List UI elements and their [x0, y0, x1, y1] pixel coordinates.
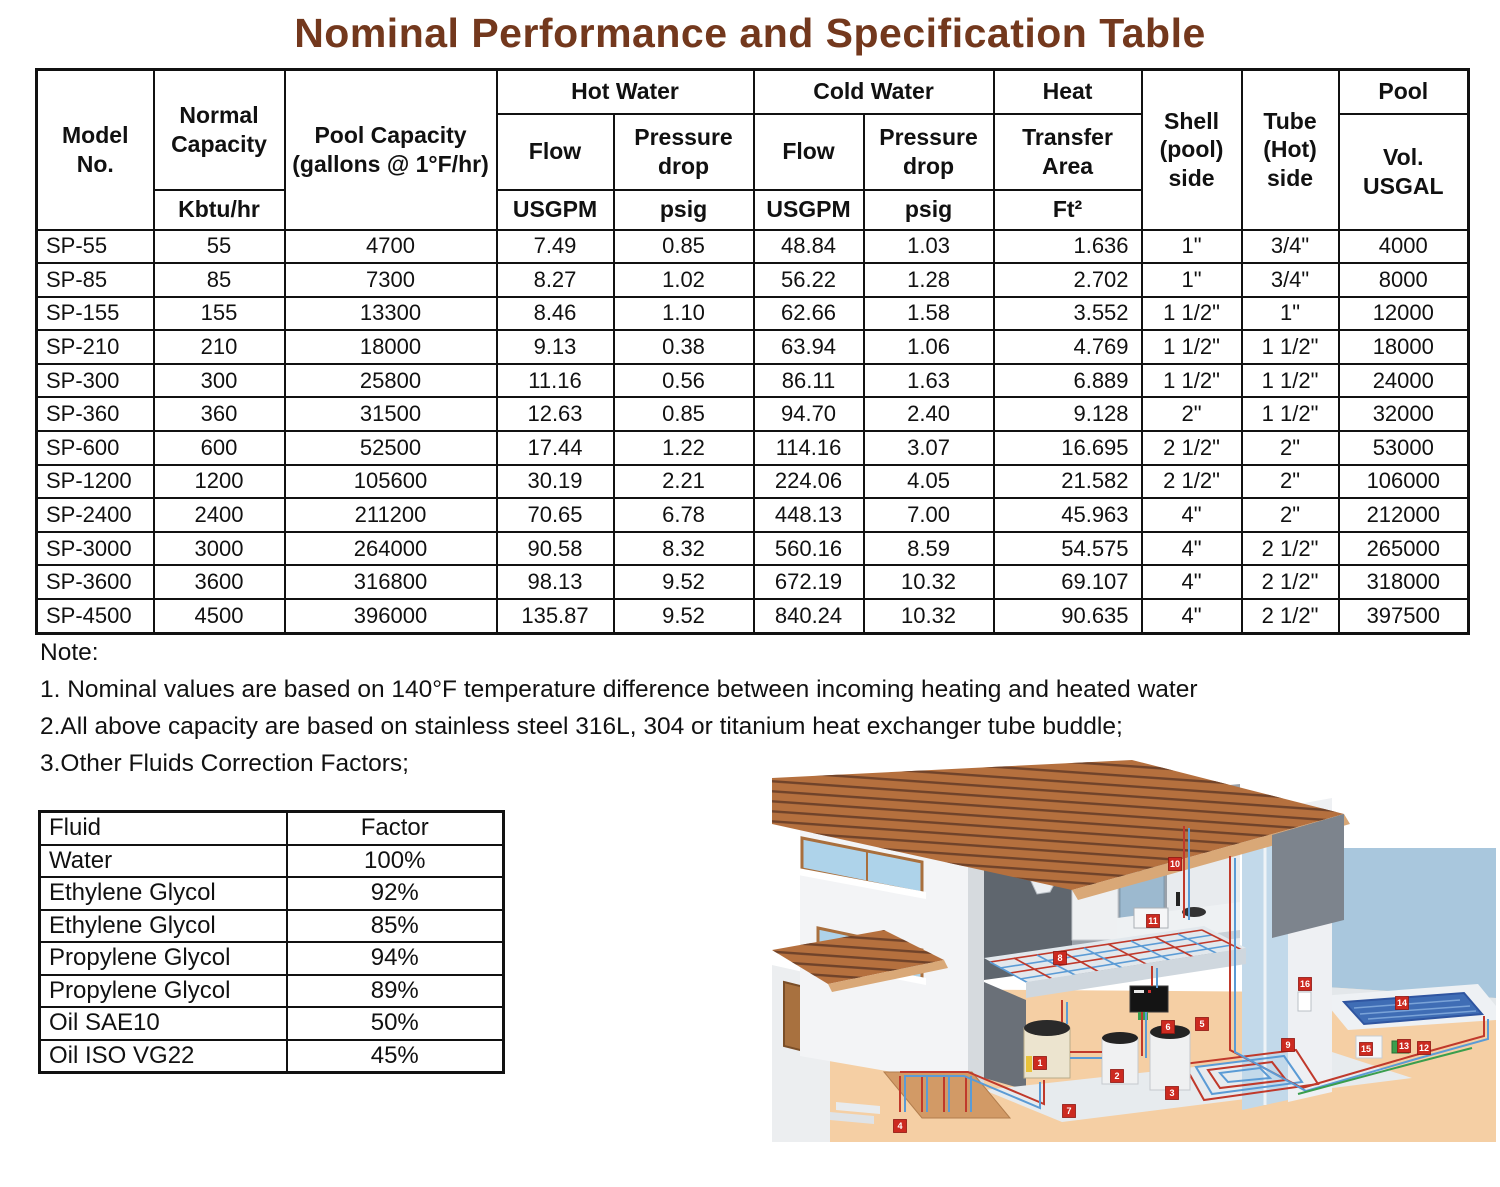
spec-table-cell: 211200 [285, 498, 497, 532]
spec-table-cell: 30.19 [497, 465, 614, 499]
spec-table-cell: 396000 [285, 599, 497, 633]
spec-table-cell: 62.66 [754, 297, 864, 331]
factor-value-cell: 100% [287, 845, 504, 878]
col-header-hot-flow: Flow [497, 114, 614, 190]
component-marker-11 [1147, 915, 1160, 928]
wall-dispenser [1298, 992, 1311, 1011]
svg-text:4: 4 [897, 1121, 903, 1132]
fluid-table-row [40, 1007, 504, 1040]
spec-table-cell: 1" [1242, 297, 1339, 331]
spec-table-cell: 360 [154, 397, 285, 431]
col-header-shell-side: Shell (pool) side [1142, 70, 1242, 230]
spec-table-row [37, 532, 1469, 566]
spec-table-cell: 224.06 [754, 465, 864, 499]
spec-table-cell: 7.00 [864, 498, 994, 532]
spec-table-cell: 11.16 [497, 364, 614, 398]
spec-table-cell: 600 [154, 431, 285, 465]
factor-value-cell: 85% [287, 910, 504, 943]
spec-table-cell: 1.10 [614, 297, 754, 331]
spec-table-cell: 6.889 [994, 364, 1142, 398]
spec-table-cell: 2 1/2" [1242, 565, 1339, 599]
fluid-header-row [40, 812, 504, 845]
spec-table-cell: 90.635 [994, 599, 1142, 633]
fluid-table-row [40, 845, 504, 878]
header-row-1 [37, 70, 1469, 114]
component-marker-8 [1054, 952, 1067, 965]
fluid-name-cell: Propylene Glycol [40, 975, 287, 1008]
factor-value-cell: 89% [287, 975, 504, 1008]
spec-table-cell: SP-85 [37, 263, 154, 297]
faucet [1176, 892, 1180, 906]
spec-table-row [37, 397, 1469, 431]
col-header-hot-pressure-drop: Pressure drop [614, 114, 754, 190]
spec-table-cell: 1 1/2" [1242, 397, 1339, 431]
spec-table-cell: 6.78 [614, 498, 754, 532]
spec-table-cell: 2 1/2" [1242, 532, 1339, 566]
spec-table-cell: 1 1/2" [1142, 297, 1242, 331]
spec-table-cell: 1 1/2" [1142, 364, 1242, 398]
component-marker-4 [894, 1120, 907, 1133]
spec-table-cell: 264000 [285, 532, 497, 566]
spec-table-cell: 2400 [154, 498, 285, 532]
spec-table-cell: 63.94 [754, 330, 864, 364]
spec-table-cell: 16.695 [994, 431, 1142, 465]
spec-table-cell: 56.22 [754, 263, 864, 297]
group-header-cold-water: Cold Water [754, 70, 994, 114]
svg-text:16: 16 [1299, 979, 1311, 990]
fluid-table-row [40, 1040, 504, 1073]
spec-table-cell: 300 [154, 364, 285, 398]
spec-table-cell: 2.40 [864, 397, 994, 431]
col-header-normal-capacity: Normal Capacity [154, 70, 285, 190]
spec-table-cell: 25800 [285, 364, 497, 398]
svg-text:6: 6 [1165, 1022, 1171, 1033]
spec-table-cell: 210 [154, 330, 285, 364]
svg-text:11: 11 [1148, 916, 1158, 927]
spec-table-cell: SP-4500 [37, 599, 154, 633]
fluid-correction-table [38, 810, 505, 1074]
spec-table-row [37, 599, 1469, 633]
spec-table-cell: 17.44 [497, 431, 614, 465]
spec-table-cell: 31500 [285, 397, 497, 431]
spec-table-cell: 86.11 [754, 364, 864, 398]
fluid-name-cell: Propylene Glycol [40, 942, 287, 975]
component-marker-16 [1299, 978, 1312, 991]
component-marker-2 [1111, 1070, 1124, 1083]
spec-table-cell: 2 1/2" [1142, 431, 1242, 465]
col-header-pool-vol: Vol. USGAL [1339, 114, 1469, 230]
spec-table-row [37, 330, 1469, 364]
component-marker-10 [1169, 858, 1182, 871]
spec-table-cell: 12000 [1339, 297, 1469, 331]
tank-2-lid [1102, 1032, 1138, 1044]
spec-table-cell: 560.16 [754, 532, 864, 566]
fluid-table-row [40, 942, 504, 975]
spec-table-cell: 9.52 [614, 565, 754, 599]
spec-table-cell: 32000 [1339, 397, 1469, 431]
unit-cold-usgpm: USGPM [754, 190, 864, 230]
spec-table-cell: SP-2400 [37, 498, 154, 532]
notes-heading: Note: [40, 639, 99, 666]
spec-table-cell: 8.27 [497, 263, 614, 297]
spec-table-cell: 85 [154, 263, 285, 297]
spec-table-cell: 52500 [285, 431, 497, 465]
component-marker-1 [1034, 1057, 1047, 1070]
spec-table-cell: 105600 [285, 465, 497, 499]
controller-led [1148, 990, 1151, 993]
spec-table-cell: 114.16 [754, 431, 864, 465]
col-header-cold-flow: Flow [754, 114, 864, 190]
spec-table-cell: 1 1/2" [1142, 330, 1242, 364]
spec-table-cell: 155 [154, 297, 285, 331]
spec-table-cell: SP-210 [37, 330, 154, 364]
component-marker-5 [1196, 1018, 1209, 1031]
spec-table-cell: 3/4" [1242, 263, 1339, 297]
spec-table-cell: 1 1/2" [1242, 330, 1339, 364]
spec-table-row [37, 498, 1469, 532]
spec-table-cell: 4" [1142, 498, 1242, 532]
spec-table-cell: 1" [1142, 230, 1242, 264]
spec-table-cell: 1.63 [864, 364, 994, 398]
component-marker-14 [1396, 997, 1409, 1010]
spec-table-cell: 69.107 [994, 565, 1142, 599]
spec-table-cell: 397500 [1339, 599, 1469, 633]
fluid-table-row [40, 975, 504, 1008]
spec-table-cell: 0.38 [614, 330, 754, 364]
fluid-table-header [40, 812, 504, 845]
spec-table-cell: 3.07 [864, 431, 994, 465]
col-header-pool-capacity: Pool Capacity (gallons @ 1°F/hr) [285, 70, 497, 230]
spec-table-cell: 2" [1142, 397, 1242, 431]
svg-text:10: 10 [1169, 859, 1181, 870]
note-line: 1. Nominal values are based on 140°F temperature difference between incoming heating and heated water [40, 676, 1198, 703]
spec-table-cell: 2.21 [614, 465, 754, 499]
sink-basin [1182, 907, 1206, 917]
col-header-tube-side: Tube (Hot) side [1242, 70, 1339, 230]
house-heating-illustration [772, 760, 1496, 1187]
spec-table-cell: 672.19 [754, 565, 864, 599]
spec-table-cell: 10.32 [864, 599, 994, 633]
component-marker-15 [1360, 1043, 1373, 1056]
spec-table-cell: 4000 [1339, 230, 1469, 264]
spec-table-cell: 10.32 [864, 565, 994, 599]
spec-table-cell: 24000 [1339, 364, 1469, 398]
fluid-name-cell: Oil ISO VG22 [40, 1040, 287, 1073]
fluid-table-body [40, 845, 504, 1073]
component-marker-9 [1282, 1039, 1295, 1052]
svg-text:12: 12 [1418, 1043, 1430, 1054]
col-header-cold-pressure-drop: Pressure drop [864, 114, 994, 190]
spec-table-cell: 0.56 [614, 364, 754, 398]
spec-table-cell: 7300 [285, 263, 497, 297]
spec-table-cell: 9.52 [614, 599, 754, 633]
spec-table-cell: 0.85 [614, 397, 754, 431]
spec-table-cell: 4700 [285, 230, 497, 264]
spec-table-cell: 8.46 [497, 297, 614, 331]
heat-pump-controller [1130, 986, 1168, 1012]
spec-table-cell: 2" [1242, 431, 1339, 465]
note-line: 2.All above capacity are based on stainless steel 316L, 304 or titanium heat exchanger tube buddle; [40, 713, 1123, 740]
col-header-model-no: Model No. [37, 70, 154, 230]
col-header-pool: Pool [1339, 70, 1469, 114]
spec-table-cell: 4500 [154, 599, 285, 633]
fluid-col-header: Fluid [40, 812, 287, 845]
spec-table-cell: 53000 [1339, 431, 1469, 465]
spec-table-cell: 94.70 [754, 397, 864, 431]
spec-table-cell: 212000 [1339, 498, 1469, 532]
spec-table-cell: 8.59 [864, 532, 994, 566]
spec-table-row [37, 565, 1469, 599]
performance-spec-table [35, 68, 1470, 635]
component-marker-12 [1418, 1042, 1431, 1055]
svg-text:3: 3 [1169, 1088, 1175, 1099]
spec-table-row [37, 230, 1469, 264]
component-marker-3 [1166, 1087, 1179, 1100]
spec-table-cell: 2.702 [994, 263, 1142, 297]
spec-table-cell: 1.06 [864, 330, 994, 364]
spec-table-row [37, 297, 1469, 331]
spec-table-cell: 1 1/2" [1242, 364, 1339, 398]
spec-table-cell: 54.575 [994, 532, 1142, 566]
factor-value-cell: 45% [287, 1040, 504, 1073]
spec-table-row [37, 431, 1469, 465]
unit-ft2: Ft² [994, 190, 1142, 230]
spec-table-cell: SP-3600 [37, 565, 154, 599]
group-header-hot-water: Hot Water [497, 70, 754, 114]
spec-table-cell: 7.49 [497, 230, 614, 264]
fluid-name-cell: Water [40, 845, 287, 878]
spec-table-cell: SP-300 [37, 364, 154, 398]
component-marker-6 [1162, 1021, 1175, 1034]
svg-text:5: 5 [1199, 1019, 1205, 1030]
spec-table-cell: SP-600 [37, 431, 154, 465]
spec-table-cell: 98.13 [497, 565, 614, 599]
spec-table-cell: 3.552 [994, 297, 1142, 331]
col-header-heat: Heat [994, 70, 1142, 114]
spec-table-cell: 70.65 [497, 498, 614, 532]
svg-text:1: 1 [1037, 1058, 1043, 1069]
fluid-table-row [40, 877, 504, 910]
factor-value-cell: 92% [287, 877, 504, 910]
svg-text:7: 7 [1066, 1106, 1072, 1117]
spec-table-cell: 4.769 [994, 330, 1142, 364]
spec-table-cell: 265000 [1339, 532, 1469, 566]
spec-table-cell: 316800 [285, 565, 497, 599]
fluid-name-cell: Ethylene Glycol [40, 877, 287, 910]
spec-table-row [37, 465, 1469, 499]
unit-cold-psig: psig [864, 190, 994, 230]
component-marker-7 [1063, 1105, 1076, 1118]
spec-table-cell: SP-3000 [37, 532, 154, 566]
controller-display [1134, 990, 1144, 993]
svg-text:15: 15 [1360, 1044, 1372, 1055]
spec-table-cell: 840.24 [754, 599, 864, 633]
tank-1-lid [1024, 1020, 1070, 1036]
spec-table-cell: 9.13 [497, 330, 614, 364]
spec-table-cell: 106000 [1339, 465, 1469, 499]
unit-kbtu: Kbtu/hr [154, 190, 285, 230]
spec-table-cell: 135.87 [497, 599, 614, 633]
spec-table-row [37, 263, 1469, 297]
svg-text:2: 2 [1114, 1071, 1120, 1082]
spec-table-cell: 4" [1142, 565, 1242, 599]
spec-table-cell: 55 [154, 230, 285, 264]
spec-table-cell: 45.963 [994, 498, 1142, 532]
fluid-name-cell: Ethylene Glycol [40, 910, 287, 943]
factor-value-cell: 50% [287, 1007, 504, 1040]
spec-table-cell: 4" [1142, 532, 1242, 566]
spec-table-cell: 1200 [154, 465, 285, 499]
factor-value-cell: 94% [287, 942, 504, 975]
tank-3 [1150, 1032, 1190, 1090]
spec-table-cell: 3/4" [1242, 230, 1339, 264]
spec-table-cell: 9.128 [994, 397, 1142, 431]
spec-table-cell: 0.85 [614, 230, 754, 264]
spec-table-cell: 8.32 [614, 532, 754, 566]
spec-table-cell: 1.636 [994, 230, 1142, 264]
spec-table-cell: 3000 [154, 532, 285, 566]
spec-table-cell: SP-1200 [37, 465, 154, 499]
unit-hot-usgpm: USGPM [497, 190, 614, 230]
svg-text:8: 8 [1057, 953, 1063, 964]
note-line: 3.Other Fluids Correction Factors; [40, 750, 409, 777]
spec-table-cell: SP-55 [37, 230, 154, 264]
svg-text:14: 14 [1396, 998, 1408, 1009]
spec-table-cell: 12.63 [497, 397, 614, 431]
spec-table-row [37, 364, 1469, 398]
spec-table-cell: 18000 [1339, 330, 1469, 364]
spec-table-cell: 1" [1142, 263, 1242, 297]
spec-table-cell: 18000 [285, 330, 497, 364]
facade-shade [968, 865, 984, 1088]
component-marker-13 [1398, 1040, 1411, 1053]
spec-table-cell: 4" [1142, 599, 1242, 633]
spec-table-cell: 90.58 [497, 532, 614, 566]
svg-text:13: 13 [1398, 1041, 1410, 1052]
factor-col-header: Factor [287, 812, 504, 845]
spec-table-cell: 1.28 [864, 263, 994, 297]
fluid-table-row [40, 910, 504, 943]
spec-table-body [37, 230, 1469, 634]
spec-table-header [37, 70, 1469, 230]
svg-text:9: 9 [1285, 1040, 1291, 1051]
spec-table-cell: 2 1/2" [1142, 465, 1242, 499]
interior-wall-lower [984, 982, 1026, 1090]
spec-table-cell: 318000 [1339, 565, 1469, 599]
spec-table-cell: 13300 [285, 297, 497, 331]
tank-1-label [1026, 1056, 1032, 1072]
unit-hot-psig: psig [614, 190, 754, 230]
spec-table-cell: 1.02 [614, 263, 754, 297]
spec-table-cell: SP-360 [37, 397, 154, 431]
spec-table-cell: 1.03 [864, 230, 994, 264]
fluid-name-cell: Oil SAE10 [40, 1007, 287, 1040]
spec-table-cell: 2" [1242, 465, 1339, 499]
spec-table-cell: 4.05 [864, 465, 994, 499]
spec-table-cell: 8000 [1339, 263, 1469, 297]
col-header-transfer-area: Transfer Area [994, 114, 1142, 190]
spec-table-cell: 2" [1242, 498, 1339, 532]
spec-table-cell: 48.84 [754, 230, 864, 264]
page-title: Nominal Performance and Specification Table [294, 10, 1206, 56]
spec-table-cell: 21.582 [994, 465, 1142, 499]
spec-table-cell: SP-155 [37, 297, 154, 331]
spec-table-cell: 2 1/2" [1242, 599, 1339, 633]
gable-wall [1272, 814, 1344, 938]
spec-table-cell: 1.22 [614, 431, 754, 465]
spec-table-cell: 448.13 [754, 498, 864, 532]
spec-table-cell: 1.58 [864, 297, 994, 331]
spec-table-cell: 3600 [154, 565, 285, 599]
